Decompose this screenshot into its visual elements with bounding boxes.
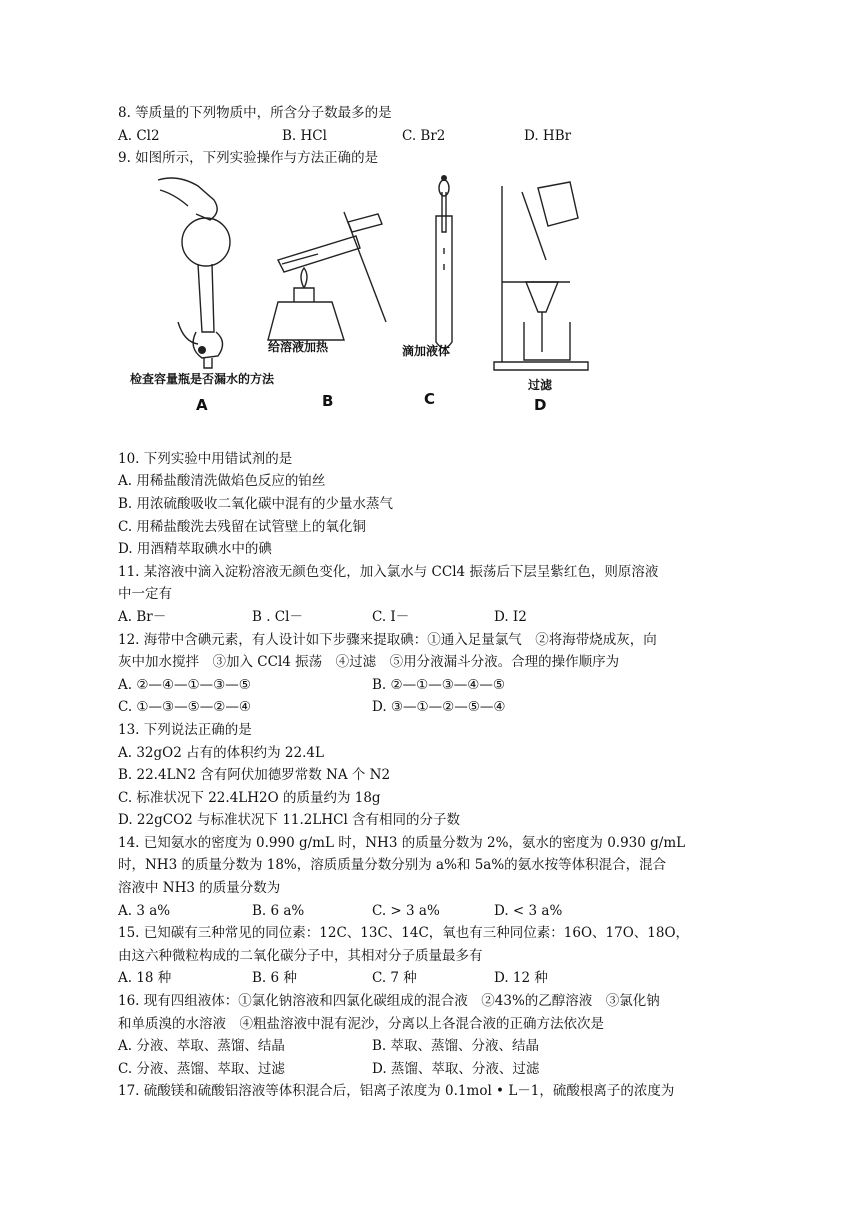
q15-option-c: C. 7 种: [372, 970, 417, 987]
q8-option-d: D. HBr: [524, 127, 572, 144]
q10-option-c: C. 用稀盐酸洗去残留在试管壁上的氧化铜: [118, 518, 366, 535]
q12-option-b: B. ②—①—③—④—⑤: [372, 676, 506, 693]
q13-option-a: A. 32gO2 占有的体积约为 22.4L: [118, 744, 324, 761]
q12-option-d: D. ③—①—②—⑤—④: [372, 699, 506, 716]
q16-stem-line1: 16. 现有四组液体：①氯化钠溶液和四氯化碳组成的混合液 ②43%的乙醇溶液 ③氯化钠: [118, 993, 660, 1010]
q14-stem-line2: 时，NH3 的质量分数为 18%，溶质质量分数分别为 a%和 5a%的氨水按等体积混合，混合: [118, 857, 667, 874]
q14-option-d: D. < 3 a%: [494, 902, 563, 919]
letter-d: D: [534, 395, 547, 414]
q15-option-a: A. 18 种: [118, 970, 172, 987]
letter-a: A: [196, 395, 208, 414]
q8-option-b: B. HCl: [282, 127, 327, 144]
q9-stem: 9. 如图所示，下列实验操作与方法正确的是: [118, 150, 379, 167]
q9-figure: [118, 172, 740, 442]
q12-options-row2: [118, 696, 740, 719]
q10-option-d: D. 用酒精萃取碘水中的碘: [118, 541, 272, 558]
q14-options: [118, 900, 740, 923]
q12-stem-line1: 12. 海带中含碘元素，有人设计如下步骤来提取碘：①通入足量氯气 ②将海带烧成灰，向: [118, 631, 657, 648]
q11-option-a: A. Br－: [118, 608, 167, 625]
q16-option-a: A. 分液、萃取、蒸馏、结晶: [118, 1038, 285, 1055]
q13-option-b: B. 22.4LN2 含有阿伏加德罗常数 NA 个 N2: [118, 767, 391, 784]
q11-option-b: B . Cl－: [252, 608, 303, 625]
q14-option-c: C. > 3 a%: [372, 902, 440, 919]
q16-option-c: C. 分液、蒸馏、萃取、过滤: [118, 1060, 285, 1077]
q13-option-c: C. 标准状况下 22.4LH2O 的质量约为 18g: [118, 789, 381, 806]
q13-stem: 13. 下列说法正确的是: [118, 721, 252, 738]
q12-option-a: A. ②—④—①—③—⑤: [118, 676, 251, 693]
caption-c: 滴加液体: [402, 343, 451, 358]
exam-page: [118, 102, 740, 1103]
letter-c: C: [424, 389, 436, 408]
q8-stem: 8. 等质量的下列物质中，所含分子数最多的是: [118, 105, 392, 121]
caption-a: 检查容量瓶是否漏水的方法: [130, 371, 275, 386]
q10-option-b: B. 用浓硫酸吸收二氧化碳中混有的少量水蒸气: [118, 495, 394, 512]
q16-stem-line2: 和单质溴的水溶液 ④粗盐溶液中混有泥沙，分离以上各混合液的正确方法依次是: [118, 1015, 604, 1032]
q15-option-b: B. 6 种: [252, 970, 297, 987]
q8-option-a: A. Cl2: [118, 127, 160, 144]
q8-options: [118, 125, 740, 148]
q16-options-row2: [118, 1058, 740, 1081]
q14-stem-line1: 14. 已知氨水的密度为 0.990 g/mL 时，NH3 的质量分数为 2%，氨水的密度为 0.930 g/mL: [118, 834, 686, 851]
q14-stem-line3: 溶液中 NH3 的质量分数为: [118, 880, 281, 897]
q11-stem-line1: 11. 某溶液中滴入淀粉溶液无颜色变化，加入氯水与 CCl4 振荡后下层呈紫红色，则原溶液: [118, 563, 659, 580]
q12-stem-line2: 灰中加水搅拌 ③加入 CCl4 振荡 ④过滤 ⑤用分液漏斗分液。合理的操作顺序为: [118, 654, 620, 671]
q15-stem-line1: 15. 已知碳有三种常见的同位素：12C、13C、14C，氧也有三种同位素：16O、17O、18O，: [118, 925, 690, 942]
q10-option-a: A. 用稀盐酸清洗做焰色反应的铂丝: [118, 473, 326, 490]
q11-stem-line2: 中一定有: [118, 586, 172, 603]
q15-stem-line2: 由这六种微粒构成的二氧化碳分子中，其相对分子质量最多有: [118, 947, 483, 964]
q17-stem-line1: 17. 硫酸镁和硫酸铝溶液等体积混合后，铝离子浓度为 0.1mol • L－1，硫酸根离子的浓度为: [118, 1083, 675, 1100]
q15-option-d: D. 12 种: [494, 970, 548, 987]
q13-option-d: D. 22gCO2 与标准状况下 11.2LHCl 含有相同的分子数: [118, 812, 461, 829]
caption-b: 给溶液加热: [268, 339, 329, 354]
q16-option-d: D. 蒸馏、萃取、分液、过滤: [372, 1060, 540, 1077]
q12-options-row1: [118, 674, 740, 697]
q12-option-c: C. ①—③—⑤—②—④: [118, 699, 251, 716]
q8-option-c: C. Br2: [402, 127, 446, 144]
q14-option-b: B. 6 a%: [252, 902, 305, 919]
q11-options: [118, 606, 740, 629]
q16-options-row1: [118, 1035, 740, 1058]
q16-option-b: B. 萃取、蒸馏、分液、结晶: [372, 1038, 540, 1055]
q11-option-d: D. I2: [494, 608, 527, 625]
q14-option-a: A. 3 a%: [118, 902, 171, 919]
q15-options: [118, 967, 740, 990]
q10-stem: 10. 下列实验中用错试剂的是: [118, 450, 293, 467]
q11-option-c: C. I－: [372, 608, 410, 625]
caption-d: 过滤: [528, 377, 553, 392]
letter-b: B: [322, 391, 334, 410]
